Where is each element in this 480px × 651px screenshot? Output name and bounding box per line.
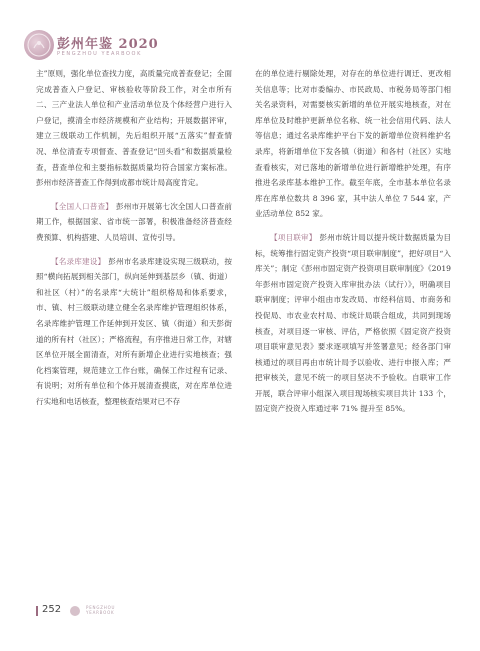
yearbook-subtitle: PENGZHOU YEARBOOK <box>57 51 142 57</box>
paragraph-text: 彭州市统计局以提升统计数据质量为目标，统筹推行固定资产投资“项目联审制度”，把好项目“入库关”；制定《彭州市固定资产投资项目联审制度》《2019 年彭州市固定资产投资入库审批办法（试行）》，明确项目联审制度；评审小组由市发改局、市经科信局、市商务和投促局、市农业农村局、市统计局联合组成，共同到现场核查，对项目逐一审核、评估，严格依照《固定资产投资项目联审意见表》要求逐项填写并签署意见；经各部门审核通过的项目再由市统计局予以验收、进行申报入库；严把审核关，意见不统一的项目坚决不予验收。自联审工作开展，联合评审小组深入项目现场核实项目共计 133 个，固定资产投资入库通过率 71% 提升至 85%。 <box>255 232 452 414</box>
paragraph-text: 彭州市开展第七次全国人口普查前期工作，根据国家、省市统一部署，积极准备经济普查经费预算、机构搭建、人员培训、宣传引导。 <box>36 201 233 242</box>
yearbook-emblem-icon <box>24 30 54 60</box>
yearbook-title: 彭州年鉴 2020 <box>57 37 159 52</box>
paragraph <box>36 66 232 191</box>
paragraph <box>36 199 232 246</box>
section-tag: 【全国人口普查】 <box>51 201 113 211</box>
paragraph <box>255 230 451 417</box>
footer-divider <box>36 606 38 616</box>
section-tag: 【名录库建设】 <box>51 256 106 266</box>
page-number: 252 <box>42 604 62 615</box>
paragraph <box>255 66 451 222</box>
page-footer <box>36 604 236 618</box>
paragraph <box>36 254 232 410</box>
paragraph-text: 主”原则，强化单位查找力度，高质量完成普查登记；全面完成普查入户登记、审核验收等阶段工作，对全市所有二、三产业法人单位和产业活动单位及个体经营户进行入户登记，摸清全市经济规模和产业结构；开展数据评审，建立三级联动工作机制，先后组织开展“五落实”督查情况、单位清查专项督查、普查登记“回头看”和数据质量检查，普查单位和主要指标数据质量均符合国家方案标准。彭州市经济普查工作得到成都市统计局高度肯定。 <box>36 69 232 188</box>
footer-name-line: PENGZHOU <box>86 605 116 610</box>
section-tag: 【项目联审】 <box>270 232 317 242</box>
left-column <box>36 66 232 413</box>
paragraph-text: 彭州市名录库建设实现三级联动，按照“横向拓展到相关部门，纵向延伸到基层乡（镇、街道）和社区（村）”的名录库“大统计”组织格局和体系要求，市、镇、村三级联动建立健全名录库维护管理组织体系，名录库维护管理工作延伸到开发区、镇（街道）和天彭街道的所有村（社区）；严格流程，有序推进日常工作，对辖区单位开展全面清查，对所有新增企业进行实地核查；强化档案管理，规范建立工作台账，确保工作过程有记录、有说明；对所有单位和个体开展清查摸底，对在库单位进行实地和电话核查，整理核查结果对已不存 <box>36 256 233 406</box>
footer-name-line: YEARBOOK <box>86 610 115 615</box>
right-column <box>255 66 451 421</box>
footer-emblem-icon <box>70 606 80 616</box>
page-header <box>24 30 464 60</box>
paragraph-text: 在的单位进行剔除处理，对存在的单位进行调迁、更改相关信息等；比对市委编办、市民政局、市税务局等部门相关名录资料，对需要核实新增的单位开展实地核查，对在库单位及时维护更新单位名称、统一社会信用代码、法人等信息；通过名录库维护平台下发的新增单位资料维护名录库，将新增单位下发各镇（街道）和各村（社区）实地查看核实，对已落地的新增单位进行新增维护处理，有序推进名录库基本维护工作。截至年底，全市基本单位名录库在库单位数共 8 396 家，其中法人单位 7 544 家，产业活动单位 852 家。 <box>255 69 451 219</box>
footer-yearbook-name <box>86 605 115 615</box>
